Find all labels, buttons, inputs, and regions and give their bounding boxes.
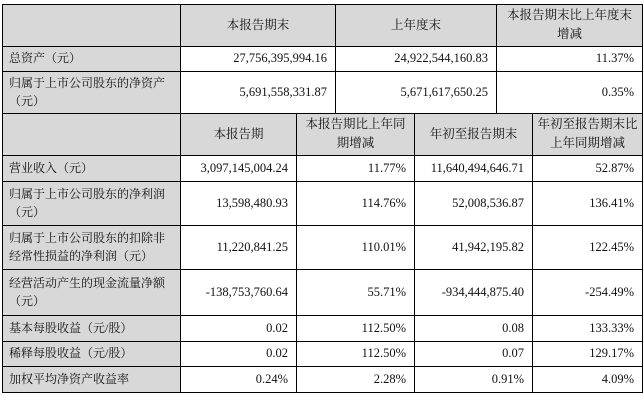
cell-value: 3,097,145,004.24	[181, 155, 297, 181]
table-row	[3, 366, 643, 392]
column-header-year-to-date: 年初至报告期末	[415, 113, 533, 155]
cell-value: 52.87%	[533, 155, 643, 181]
row-label-operating-revenue: 营业收入（元）	[3, 155, 181, 181]
cell-value: 0.07	[415, 341, 533, 366]
row-label-total-assets: 总资产（元）	[3, 46, 181, 71]
table-row	[3, 5, 643, 47]
corner-cell	[3, 5, 181, 47]
cell-value: 112.50%	[297, 315, 415, 341]
balance-sheet-section	[2, 4, 643, 114]
cell-value: -254.49%	[533, 269, 643, 315]
cell-value: 2.28%	[297, 366, 415, 392]
table-row	[3, 315, 643, 341]
cell-value: 0.35%	[497, 71, 643, 113]
column-header-current-period-end: 本报告期末	[181, 5, 336, 47]
table-row	[3, 181, 643, 225]
cell-value: 5,691,558,331.87	[181, 71, 336, 113]
column-header-prior-year-end: 上年度末	[336, 5, 497, 47]
column-header-change-vs-same-period: 本报告期比上年同期增减	[297, 113, 415, 155]
table-row	[3, 269, 643, 315]
table-row	[3, 341, 643, 366]
cell-value: 11.77%	[297, 155, 415, 181]
cell-value: 11,640,494,646.71	[415, 155, 533, 181]
cell-value: 0.91%	[415, 366, 533, 392]
cell-value: 52,008,536.87	[415, 181, 533, 225]
financial-summary-table	[2, 4, 642, 393]
cell-value: 11.37%	[497, 46, 643, 71]
cell-value: 114.76%	[297, 181, 415, 225]
income-statement-section	[2, 113, 643, 393]
row-label-operating-cash-flow: 经营活动产生的现金流量净额（元）	[3, 269, 181, 315]
cell-value: 11,220,841.25	[181, 225, 297, 269]
cell-value: 0.02	[181, 341, 297, 366]
row-label-weighted-avg-roe: 加权平均净资产收益率	[3, 366, 181, 392]
cell-value: 112.50%	[297, 341, 415, 366]
row-label-net-profit: 归属于上市公司股东的净利润（元）	[3, 181, 181, 225]
cell-value: 24,922,544,160.83	[336, 46, 497, 71]
table-row	[3, 113, 643, 155]
cell-value: 0.02	[181, 315, 297, 341]
table-row	[3, 71, 643, 113]
cell-value: 129.17%	[533, 341, 643, 366]
row-label-basic-eps: 基本每股收益（元/股）	[3, 315, 181, 341]
cell-value: 133.33%	[533, 315, 643, 341]
cell-value: 110.01%	[297, 225, 415, 269]
cell-value: 136.41%	[533, 181, 643, 225]
row-label-net-assets: 归属于上市公司股东的净资产（元）	[3, 71, 181, 113]
cell-value: -138,753,760.64	[181, 269, 297, 315]
column-header-change-vs-prior-year-end: 本报告期末比上年度末增减	[497, 5, 643, 47]
cell-value: 13,598,480.93	[181, 181, 297, 225]
table-row	[3, 225, 643, 269]
column-header-ytd-change-vs-same-period: 年初至报告期末比上年同期增减	[533, 113, 643, 155]
cell-value: 0.08	[415, 315, 533, 341]
cell-value: 122.45%	[533, 225, 643, 269]
column-header-current-period: 本报告期	[181, 113, 297, 155]
row-label-net-profit-excl-nonrecurring: 归属于上市公司股东的扣除非经常性损益的净利润（元）	[3, 225, 181, 269]
corner-cell	[3, 113, 181, 155]
cell-value: 0.24%	[181, 366, 297, 392]
cell-value: 27,756,395,994.16	[181, 46, 336, 71]
cell-value: 4.09%	[533, 366, 643, 392]
cell-value: 5,671,617,650.25	[336, 71, 497, 113]
table-row	[3, 46, 643, 71]
row-label-diluted-eps: 稀释每股收益（元/股）	[3, 341, 181, 366]
cell-value: 41,942,195.82	[415, 225, 533, 269]
cell-value: 55.71%	[297, 269, 415, 315]
table-row	[3, 155, 643, 181]
cell-value: -934,444,875.40	[415, 269, 533, 315]
